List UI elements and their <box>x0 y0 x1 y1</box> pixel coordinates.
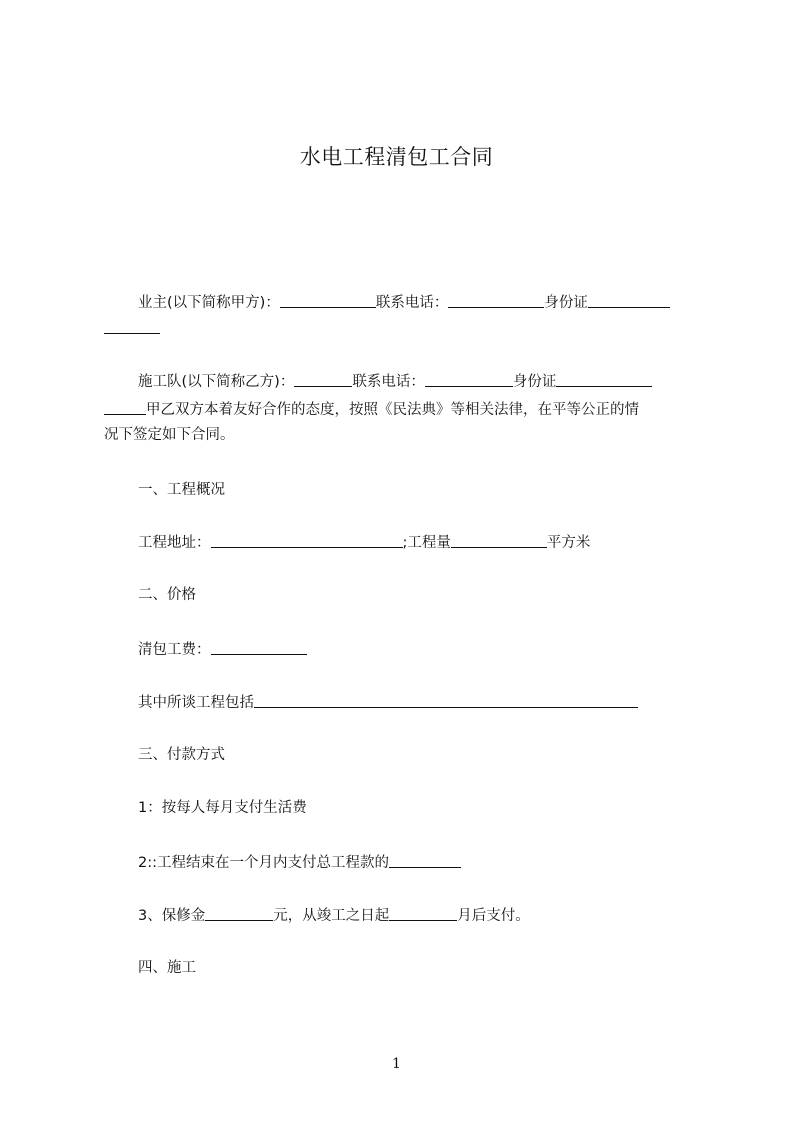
section-3-heading: 三、付款方式 <box>138 747 225 763</box>
address-label: 工程地址： <box>138 535 211 551</box>
party-a-line-continued <box>104 318 160 339</box>
party-b-id-blank-continued[interactable] <box>104 400 146 415</box>
includes-line <box>138 692 638 713</box>
payment-item-2 <box>138 852 461 873</box>
party-a-label: 业主(以下简称甲方)： <box>138 295 280 311</box>
warranty-months-blank[interactable] <box>389 906 457 921</box>
section-4-heading: 四、施工 <box>138 960 196 976</box>
party-a-phone-blank[interactable] <box>448 293 544 308</box>
warranty-amount-blank[interactable] <box>205 906 273 921</box>
project-address-line <box>138 532 590 553</box>
party-a-line <box>138 292 670 313</box>
preamble-text-1: 甲乙双方本着友好合作的态度，按照《民法典》等相关法律，在平等公正的情 <box>146 402 639 418</box>
includes-blank[interactable] <box>254 693 638 708</box>
payment-item-3-text-a: 3、保修金 <box>138 908 206 924</box>
payment-item-3-text-b: 元，从竣工之日起 <box>273 908 390 924</box>
party-b-preamble-line2: 况下签定如下合同。 <box>104 427 235 443</box>
party-b-preamble-line1 <box>104 399 639 420</box>
quantity-label: ;工程量 <box>402 535 451 551</box>
fee-blank[interactable] <box>211 640 307 655</box>
party-b-line <box>138 371 652 392</box>
party-b-phone-blank[interactable] <box>425 372 513 387</box>
fee-line <box>138 639 307 660</box>
section-1-heading: 一、工程概况 <box>138 482 225 498</box>
party-b-label: 施工队(以下简称乙方)： <box>138 374 295 390</box>
party-b-id-blank[interactable] <box>556 372 652 387</box>
payment-item-3-text-c: 月后支付。 <box>457 908 530 924</box>
fee-label: 清包工费： <box>138 642 211 658</box>
party-a-phone-label: 联系电话： <box>375 295 449 311</box>
party-a-name-blank[interactable] <box>280 293 376 308</box>
party-a-id-blank-continued[interactable] <box>104 319 160 334</box>
quantity-unit: 平方米 <box>546 535 591 551</box>
includes-label: 其中所谈工程包括 <box>138 695 254 711</box>
quantity-blank[interactable] <box>451 533 547 548</box>
party-b-id-label: 身份证 <box>512 374 557 390</box>
party-b-name-blank[interactable] <box>294 372 352 387</box>
payment-item-3 <box>138 905 530 926</box>
payment-item-1: 1：按每人每月支付生活费 <box>138 800 307 816</box>
payment-item-2-text: 2::工程结束在一个月内支付总工程款的 <box>138 855 389 871</box>
party-b-phone-label: 联系电话： <box>352 374 425 390</box>
document-title: 水电工程清包工合同 <box>299 145 494 169</box>
payment-item-2-blank[interactable] <box>389 853 461 868</box>
page-number: 1 <box>392 1056 401 1072</box>
party-a-id-blank[interactable] <box>588 293 670 308</box>
party-a-id-label: 身份证 <box>544 295 588 311</box>
section-2-heading: 二、价格 <box>138 587 196 603</box>
address-blank[interactable] <box>211 533 403 548</box>
